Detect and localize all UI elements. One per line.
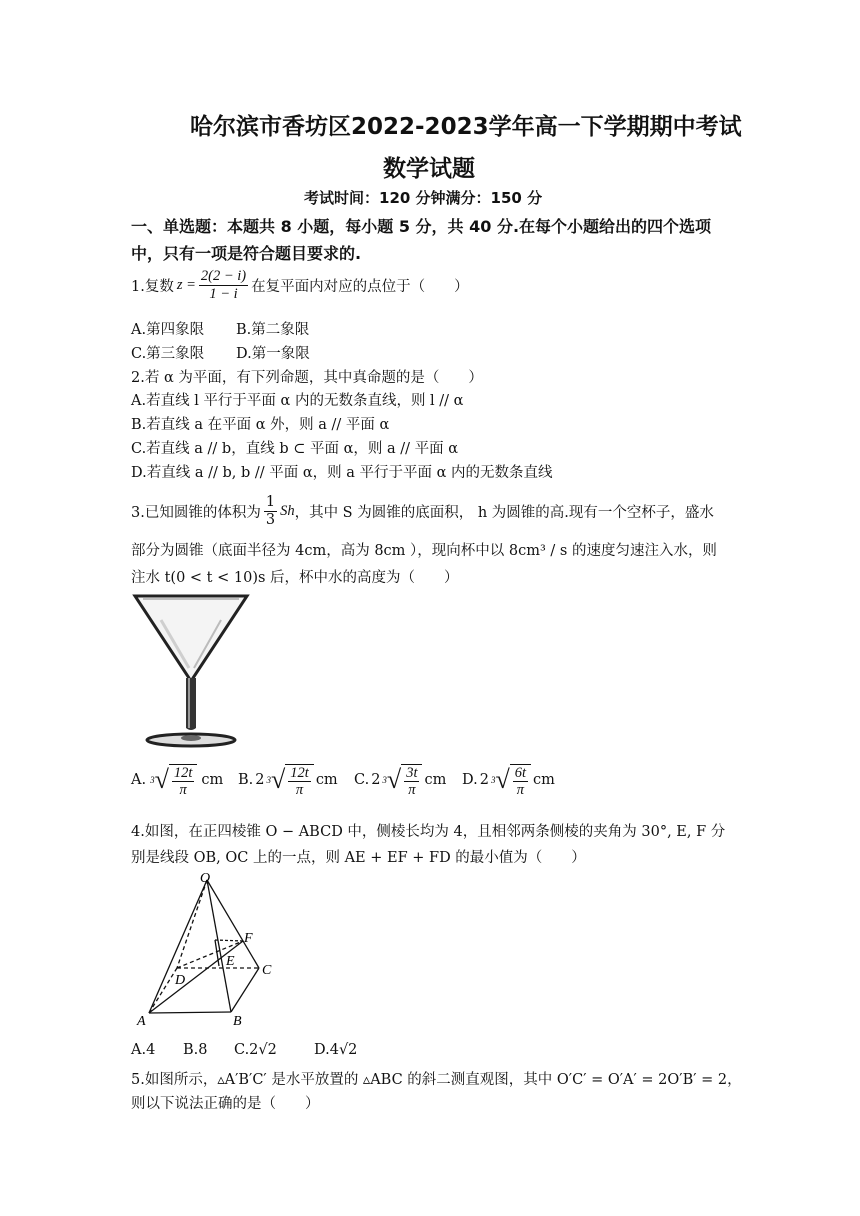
radical-sign-icon: √ — [386, 765, 402, 794]
question-4-line2: 别是线段 OB, OC 上的一点，则 AE + EF + FD 的最小值为（ ） — [131, 850, 586, 866]
q3-line1-post: ，其中 S 为圆锥的底面积， h 为圆锥的高.现有一个空杯子，盛水 — [294, 504, 714, 521]
q4-option-b: B.8 — [183, 1042, 208, 1058]
martini-glass-figure — [131, 590, 251, 752]
q3-b-radical — [267, 762, 314, 799]
vertex-label-d: D — [175, 973, 186, 988]
vertex-label-f: F — [244, 931, 253, 946]
question-3-line1 — [131, 494, 714, 528]
q3-c-index: 3 — [382, 775, 387, 785]
q4-option-d: D.4√2 — [314, 1042, 358, 1058]
q3-a-unit: cm — [201, 772, 224, 789]
q3-d-den: π — [516, 782, 524, 799]
q3-line1-pre: 3.已知圆锥的体积为 — [131, 504, 261, 521]
q2-option-a: A.若直线 l 平行于平面 α 内的无数条直线，则 l // α — [131, 393, 464, 409]
q3-b-coef: 2 — [255, 772, 265, 789]
section-heading-line2: 中，只有一项是符合题目要求的. — [131, 244, 362, 263]
q3-option-c — [354, 762, 446, 799]
vertex-label-o: O — [200, 871, 211, 886]
question-3-line2: 部分为圆锥（底面半径为 4cm，高为 8cm ），现向杯中以 8cm³ / s 的速度匀速注入水，则 — [131, 543, 717, 559]
q1-option-b: B.第二象限 — [236, 322, 310, 338]
q1-numerator: 2(2 − i) — [200, 268, 247, 284]
q1-option-a: A.第四象限 — [131, 322, 205, 338]
q3-option-b — [238, 762, 338, 799]
exam-info: 考试时间：120 分钟满分：150 分 — [304, 189, 543, 207]
q3-b-den: π — [295, 782, 304, 799]
q3-a-label: A. — [131, 772, 147, 789]
page-subtitle: 数学试题 — [383, 156, 475, 182]
q1-prefix: 1.复数 — [131, 278, 174, 295]
question-5-line2: 则以下说法正确的是（ ） — [131, 1096, 320, 1112]
page-title: 哈尔滨市香坊区2022-2023学年高一下学期期中考试 — [190, 114, 742, 140]
vertex-label-a: A — [137, 1014, 146, 1028]
q3-d-coef: 2 — [479, 772, 489, 789]
q1-fraction — [199, 268, 248, 302]
vertex-label-b: B — [233, 1014, 242, 1028]
question-1-stem — [131, 268, 469, 302]
q3-a-num: 12t — [173, 764, 193, 781]
q2-option-c: C.若直线 a // b，直线 b ⊂ 平面 α，则 a // 平面 α — [131, 441, 459, 457]
q3-option-a — [131, 762, 223, 799]
q3-a-radical — [150, 762, 197, 799]
q1-option-c: C.第三象限 — [131, 346, 205, 362]
q3-option-d — [462, 762, 555, 799]
q3-b-label: B. — [238, 772, 254, 789]
q4-option-a: A.4 — [131, 1042, 156, 1058]
vertex-label-c: C — [262, 963, 272, 978]
q3-d-unit: cm — [533, 772, 555, 789]
q3-d-index: 3 — [490, 775, 496, 785]
q3-c-label: C. — [354, 772, 370, 789]
q3-b-index: 3 — [266, 775, 271, 785]
q3-a-den: π — [179, 782, 187, 799]
section-heading-line1: 一、单选题：本题共 8 小题，每小题 5 分，共 40 分.在每个小题给出的四个选项 — [131, 217, 712, 236]
question-3-line3: 注水 t(0 < t < 10)s 后，杯中水的高度为（ ） — [131, 570, 459, 586]
q3-c-den: π — [408, 782, 416, 799]
q1-denominator: 1 − i — [209, 285, 238, 302]
q1-suffix: 在复平面内对应的点位于（ ） — [251, 278, 469, 295]
q3-c-unit: cm — [424, 772, 447, 789]
q4-option-c: C.2√2 — [234, 1042, 277, 1058]
radical-sign-icon: √ — [271, 765, 286, 794]
question-4-line1: 4.如图，在正四棱锥 O − ABCD 中，侧棱长均为 4，且相邻两条侧棱的夹角为 30°, E, F 分 — [131, 824, 726, 840]
question-2-stem: 2.若 α 为平面，有下列命题，其中真命题的是（ ） — [131, 370, 483, 386]
pyramid-figure — [131, 868, 281, 1028]
q3-c-coef: 2 — [371, 772, 381, 789]
q3-b-unit: cm — [315, 772, 338, 789]
q3-fraction — [264, 494, 277, 528]
q3-sh: Sh — [280, 502, 295, 519]
question-5-line1: 5.如图所示，▵A′B′C′ 是水平放置的 ▵ABC 的斜二测直观图，其中 O′C′ = O′A′ = 2O′B′ = 2， — [131, 1072, 742, 1088]
q3-a-index: 3 — [150, 775, 155, 785]
q3-frac-num: 1 — [265, 494, 276, 510]
q3-d-radical — [491, 762, 531, 799]
q1-z: z = — [176, 276, 196, 293]
q3-c-num: 3t — [406, 764, 418, 781]
q3-c-radical — [382, 762, 422, 799]
q1-option-d: D.第一象限 — [236, 346, 310, 362]
radical-sign-icon: √ — [154, 765, 169, 794]
q3-d-label: D. — [462, 772, 478, 789]
q2-option-b: B.若直线 a 在平面 α 外，则 a // 平面 α — [131, 417, 390, 433]
radical-sign-icon: √ — [495, 765, 510, 794]
q3-frac-den: 3 — [265, 511, 276, 528]
vertex-label-e: E — [226, 954, 235, 969]
q3-d-num: 6t — [514, 764, 527, 781]
q3-b-num: 12t — [290, 764, 309, 781]
q2-option-d: D.若直线 a // b, b // 平面 α，则 a 平行于平面 α 内的无数条直线 — [131, 465, 553, 481]
